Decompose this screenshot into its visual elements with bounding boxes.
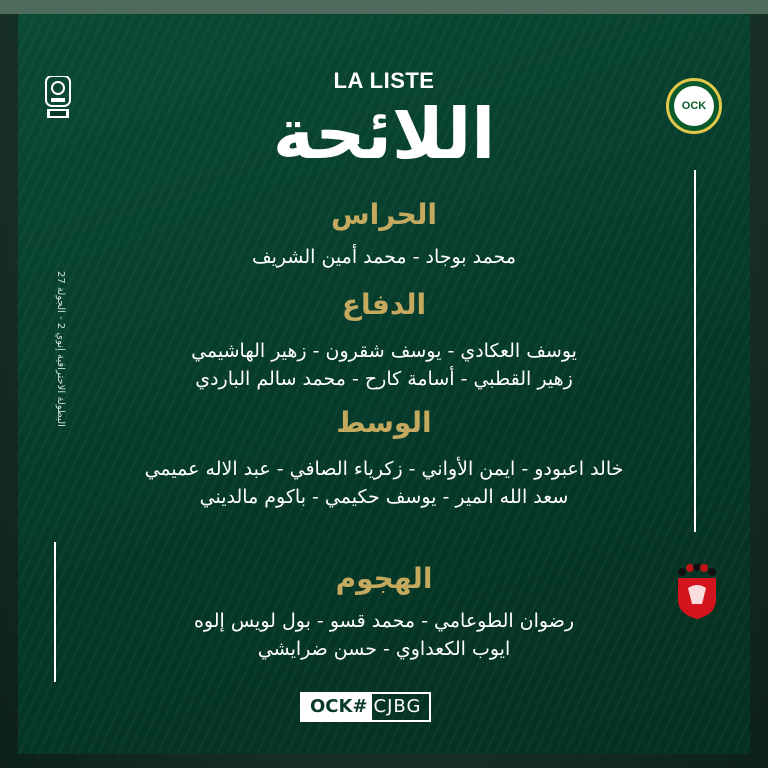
hashtag-home: OCK#: [302, 694, 372, 720]
title-latin: LA LISTE: [333, 68, 435, 93]
background-photo-strip: [0, 0, 768, 14]
squad-list-card: [18, 14, 750, 754]
defenders-line-2: زهير القطبي - أسامة كارح - محمد سالم الباردي: [195, 368, 573, 390]
goalkeepers-line-1: محمد بوجاد - محمد أمين الشريف: [251, 246, 517, 268]
midfielders-line-2: سعد الله المير - يوسف حكيمي - باكوم مالديني: [199, 486, 569, 508]
section-title-defenders: الدفاع: [341, 288, 427, 321]
forwards-line-1: رضوان الطوعامي - محمد قسو - بول لويس إلوه: [193, 610, 575, 632]
title-arabic: اللائحة: [272, 93, 496, 175]
section-title-midfielders: الوسط: [336, 406, 432, 439]
section-title-forwards: الهجوم: [335, 562, 433, 595]
ock-crest-text: OCK: [681, 100, 707, 112]
section-title-goalkeepers: الحراس: [331, 198, 437, 231]
match-hashtag: [300, 692, 431, 722]
hashtag-away: CJBG: [373, 696, 422, 717]
forwards-line-2: ايوب الكعداوي - حسن ضرايشي: [257, 638, 511, 660]
midfielders-line-1: خالد اعبودو - ايمن الأواني - زكرياء الصافي - عبد الاله عميمي: [144, 458, 624, 480]
defenders-line-1: يوسف العكادي - يوسف شقرون - زهير الهاشيمي: [191, 340, 577, 362]
competition-side-text: البطولة الاحترافية إنوي 2 - الجولة 27: [55, 271, 66, 427]
